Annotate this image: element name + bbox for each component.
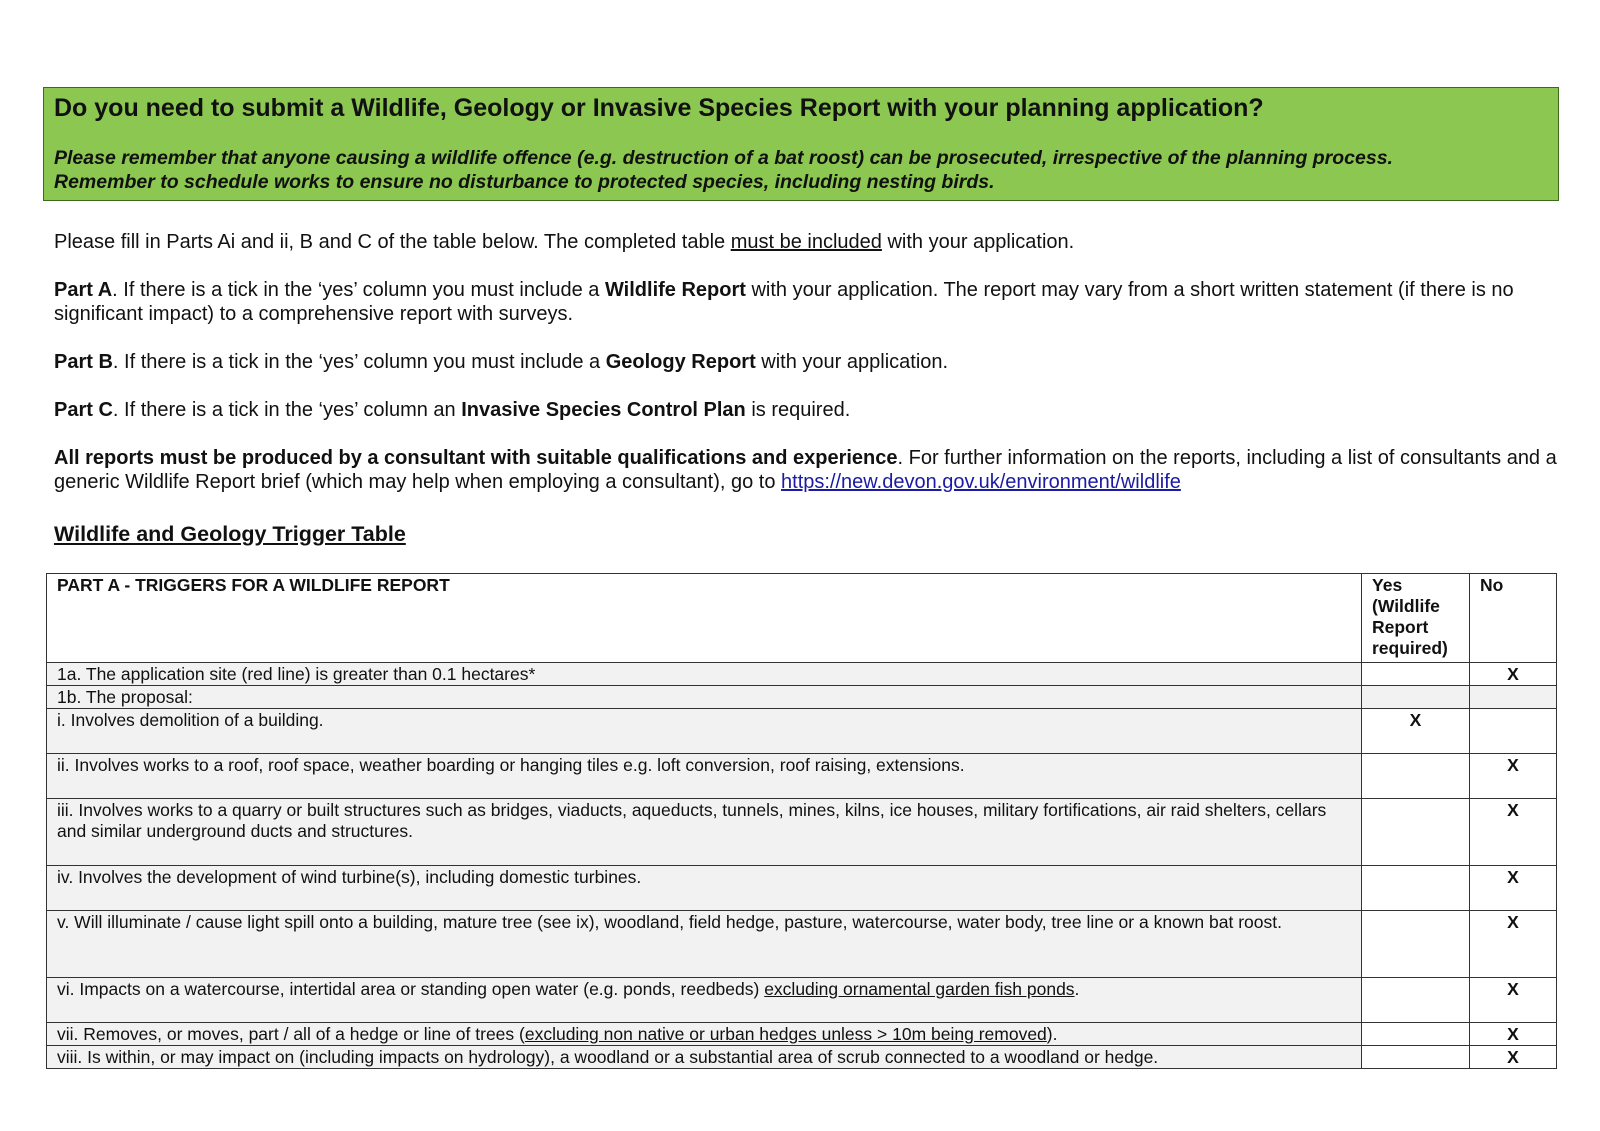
table-row: 1b. The proposal: <box>47 686 1557 709</box>
no-cell[interactable]: X <box>1470 1023 1557 1046</box>
header-no: No <box>1470 574 1557 663</box>
warning-line-2: Remember to schedule works to ensure no disturbance to protected species, including nesting birds. <box>54 171 995 193</box>
table-row: i. Involves demolition of a building. X <box>47 709 1557 754</box>
table-row: vii. Removes, or moves, part / all of a hedge or line of trees (excluding non native or urban hedges unless > 10m being removed). X <box>47 1023 1557 1046</box>
no-cell[interactable]: X <box>1470 1046 1557 1069</box>
part-b-instruction: Part B. If there is a tick in the ‘yes’ column you must include a Geology Report with your application. <box>54 351 949 373</box>
yes-cell[interactable] <box>1362 686 1470 709</box>
no-cell[interactable]: X <box>1470 911 1557 978</box>
header-banner <box>43 87 1559 201</box>
fill-instruction: Please fill in Parts Ai and ii, B and C of the table below. The completed table must be included with your application. <box>54 231 1075 253</box>
no-cell[interactable] <box>1470 686 1557 709</box>
part-c-instruction: Part C. If there is a tick in the ‘yes’ column an Invasive Species Control Plan is required. <box>54 399 851 421</box>
instructions <box>54 230 1560 518</box>
yes-cell[interactable] <box>1362 663 1470 686</box>
table-header-row <box>47 574 1557 663</box>
yes-cell[interactable] <box>1362 799 1470 866</box>
page-title: Do you need to submit a Wildlife, Geology or Invasive Species Report with your planning application? <box>54 94 1264 122</box>
table-row: v. Will illuminate / cause light spill onto a building, mature tree (see ix), woodland, field hedge, pasture, watercourse, water body, tree line or a known bat roost. X <box>47 911 1557 978</box>
yes-cell[interactable] <box>1362 1046 1470 1069</box>
no-cell[interactable]: X <box>1470 754 1557 799</box>
wildlife-info-link[interactable]: https://new.devon.gov.uk/environment/wildlife <box>781 471 1181 493</box>
trigger-table <box>46 573 1557 1069</box>
table-row: vi. Impacts on a watercourse, intertidal area or standing open water (e.g. ponds, reedbeds) excluding ornamental garden fish ponds. X <box>47 978 1557 1023</box>
table-row: viii. Is within, or may impact on (including impacts on hydrology), a woodland or a substantial area of scrub connected to a woodland or hedge. X <box>47 1046 1557 1069</box>
warning-line-1: Please remember that anyone causing a wildlife offence (e.g. destruction of a bat roost) can be prosecuted, irrespective of the planning process. <box>54 147 1393 169</box>
yes-cell[interactable] <box>1362 754 1470 799</box>
table-row: iv. Involves the development of wind turbine(s), including domestic turbines. X <box>47 866 1557 911</box>
table-row: iii. Involves works to a quarry or built structures such as bridges, viaducts, aqueducts, tunnels, mines, kilns, ice houses, military fortifications, air raid shelters, cellars and similar underground ducts and structures. X <box>47 799 1557 866</box>
yes-cell[interactable] <box>1362 1023 1470 1046</box>
no-cell[interactable]: X <box>1470 799 1557 866</box>
consultant-note: All reports must be produced by a consultant with suitable qualifications and experience. For further information on the reports, including a list of consultants and a generic Wildlife Report brief (which may help when employing a consultant), go to https://new.devon.gov.uk/environment/wildlife <box>54 447 1557 493</box>
no-cell[interactable] <box>1470 709 1557 754</box>
table-row: ii. Involves works to a roof, roof space, weather boarding or hanging tiles e.g. loft conversion, roof raising, extensions. X <box>47 754 1557 799</box>
yes-cell[interactable] <box>1362 866 1470 911</box>
header-part-a: PART A - TRIGGERS FOR A WILDLIFE REPORT <box>47 574 1362 663</box>
table-row: 1a. The application site (red line) is greater than 0.1 hectares* X <box>47 663 1557 686</box>
header-yes: Yes (Wildlife Report required) <box>1362 574 1470 663</box>
yes-cell[interactable]: X <box>1362 709 1470 754</box>
yes-cell[interactable] <box>1362 978 1470 1023</box>
warning-note <box>54 146 1548 194</box>
section-title: Wildlife and Geology Trigger Table <box>54 522 406 546</box>
no-cell[interactable]: X <box>1470 978 1557 1023</box>
part-a-instruction: Part A. If there is a tick in the ‘yes’ column you must include a Wildlife Report with your application. The report may vary from a short written statement (if there is no significant impact) to a comprehensive report with surveys. <box>54 279 1514 325</box>
no-cell[interactable]: X <box>1470 663 1557 686</box>
yes-cell[interactable] <box>1362 911 1470 978</box>
no-cell[interactable]: X <box>1470 866 1557 911</box>
